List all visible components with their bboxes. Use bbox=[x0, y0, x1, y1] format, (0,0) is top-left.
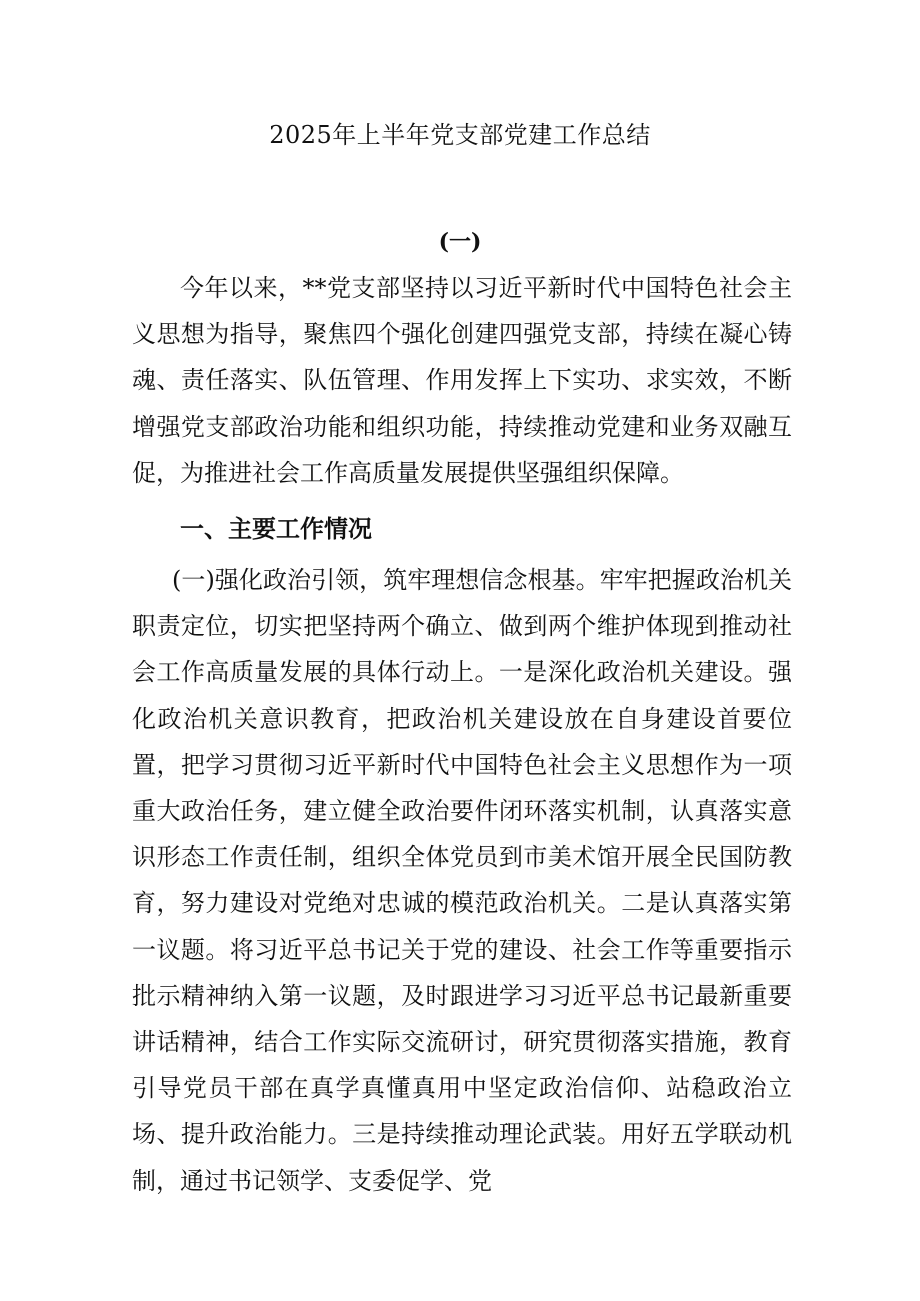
section-paragraph: (一)强化政治引领，筑牢理想信念根基。牢牢把握政治机关职责定位，切实把坚持两个确立、做到两个维护体现到推动社会工作高质量发展的具体行动上。一是深化政治机关建设。强化政治机关意识教育，把政治机关建设放在自身建设首要位置，把学习贯彻习近平新时代中国特色社会主义思想作为一项重大政治任务，建立健全政治要件闭环落实机制，认真落实意识形态工作责任制，组织全体党员到市美术馆开展全民国防教育，努力建设对党绝对忠诚的模范政治机关。二是认真落实第一议题。将习近平总书记关于党的建设、社会工作等重要指示批示精神纳入第一议题，及时跟进学习习近平总书记最新重要讲话精神，结合工作实际交流研讨，研究贯彻落实措施，教育引导党员干部在真学真懂真用中坚定政治信仰、站稳政治立场、提升政治能力。三是持续推动理论武装。用好五学联动机制，通过书记领学、支委促学、党 bbox=[132, 566, 792, 1195]
document-title: 2025年上半年党支部党建工作总结 bbox=[269, 121, 651, 149]
intro-paragraph: 今年以来，**党支部坚持以习近平新时代中国特色社会主义思想为指导，聚焦四个强化创建四强党支部，持续在凝心铸魂、责任落实、队伍管理、作用发挥上下实功、求实效，不断增强党支部政治功能和组织功能，持续推动党建和业务双融互促，为推进社会工作高质量发展提供坚强组织保障。 bbox=[132, 274, 792, 487]
section-heading: 一、主要工作情况 bbox=[180, 514, 372, 543]
part-heading: (一) bbox=[438, 229, 482, 255]
